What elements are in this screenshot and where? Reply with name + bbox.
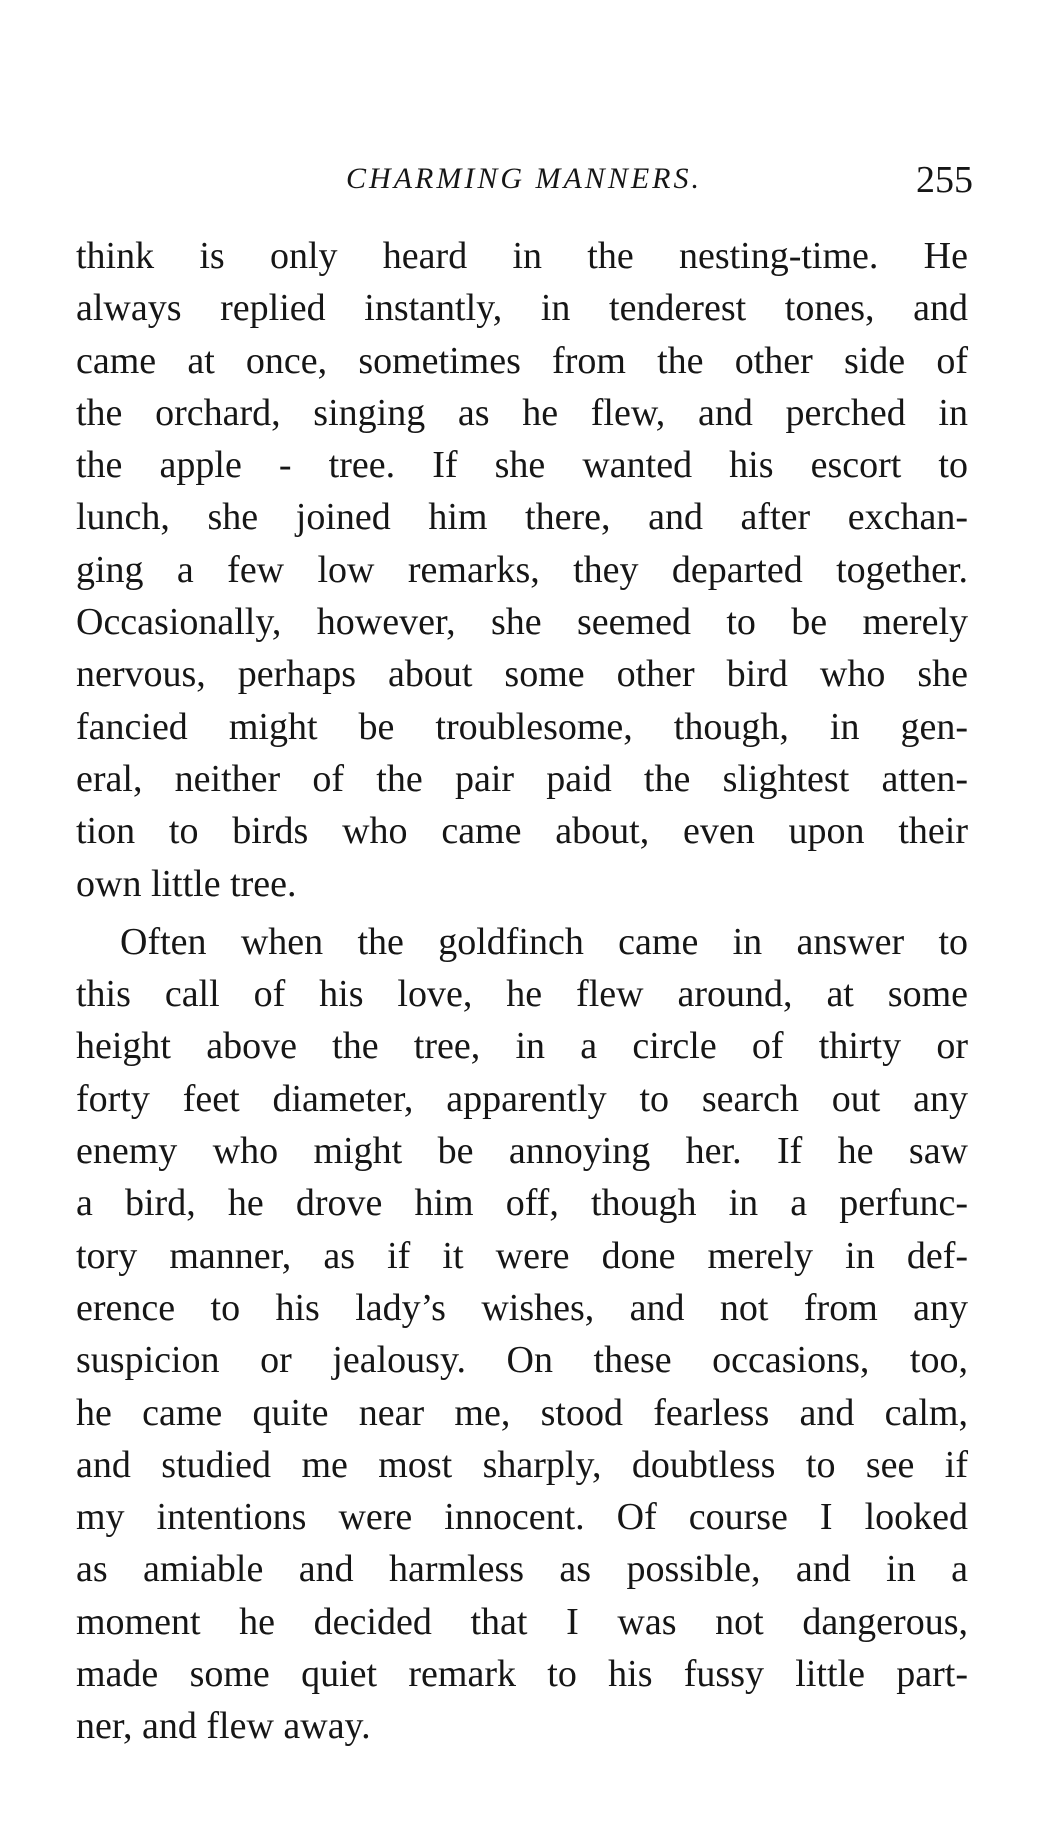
- text-line: tion to birds who came about, even upon their: [76, 810, 968, 853]
- text-line: own little tree.: [76, 862, 297, 905]
- text-line: eral, neither of the pair paid the slightest atten-: [76, 757, 968, 800]
- text-line: lunch, she joined him there, and after exchan-: [76, 496, 968, 539]
- text-line: nervous, perhaps about some other bird who she: [76, 653, 968, 696]
- paragraph-2: [76, 916, 968, 1753]
- text-line: the apple - tree. If she wanted his escort to: [76, 444, 968, 487]
- text-line: the orchard, singing as he flew, and perched in: [76, 391, 968, 434]
- text-line: always replied instantly, in tenderest tones, and: [76, 287, 968, 330]
- text-line: as amiable and harmless as possible, and in a: [76, 1548, 968, 1591]
- paragraph-1: [76, 230, 968, 910]
- text-line: made some quiet remark to his fussy little part-: [76, 1653, 968, 1696]
- text-line: Occasionally, however, she seemed to be merely: [76, 601, 968, 644]
- text-line: my intentions were innocent. Of course I looked: [76, 1496, 968, 1539]
- text-line: this call of his love, he flew around, at some: [76, 973, 968, 1016]
- text-line: a bird, he drove him off, though in a perfunc-: [76, 1182, 968, 1225]
- text-line: fancied might be troublesome, though, in gen-: [76, 705, 968, 748]
- text-line: enemy who might be annoying her. If he saw: [76, 1130, 968, 1173]
- running-head: [75, 158, 973, 208]
- chapter-title: CHARMING MANNERS.: [346, 162, 702, 195]
- text-line: tory manner, as if it were done merely in def-: [76, 1234, 968, 1277]
- text-line: think is only heard in the nesting-time. He: [76, 235, 968, 277]
- text-line: ner, and flew away.: [76, 1705, 371, 1748]
- text-line: ging a few low remarks, they departed together.: [76, 548, 968, 591]
- text-line: Often when the goldfinch came in answer to: [120, 920, 968, 963]
- text-line: erence to his lady’s wishes, and not from any: [76, 1286, 968, 1329]
- text-line: height above the tree, in a circle of thirty or: [76, 1025, 968, 1068]
- text-line: moment he decided that I was not dangerous,: [76, 1600, 968, 1643]
- text-line: suspicion or jealousy. On these occasions, too,: [76, 1339, 968, 1382]
- text-line: he came quite near me, stood fearless and calm,: [76, 1391, 968, 1434]
- text-line: forty feet diameter, apparently to search out any: [76, 1077, 968, 1120]
- text-line: came at once, sometimes from the other side of: [76, 339, 968, 382]
- text-line: and studied me most sharply, doubtless to see if: [76, 1443, 968, 1486]
- body-text: [76, 230, 968, 1753]
- page-number: 255: [916, 159, 973, 201]
